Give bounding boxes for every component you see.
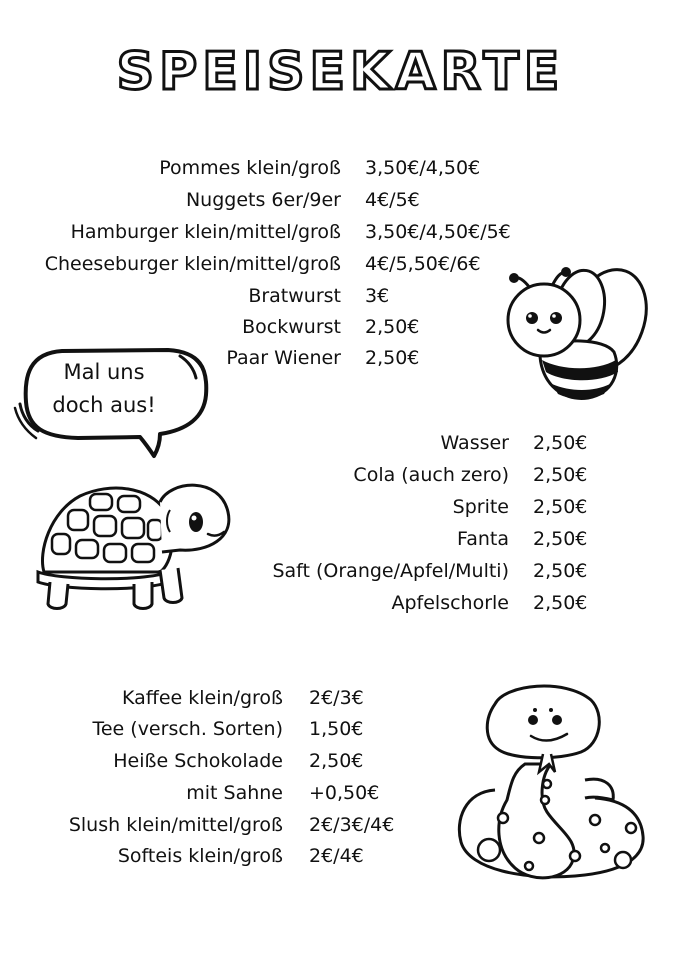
item-price: 2,50€ (533, 592, 588, 614)
item-price: 2€/3€ (309, 687, 364, 709)
item-price: 2,50€ (533, 464, 588, 486)
item-price: 3,50€/4,50€ (365, 157, 481, 179)
item-name: Slush klein/mittel/groß (68, 814, 283, 836)
list-item (0, 152, 681, 184)
list-item (0, 216, 681, 248)
item-name: Heiße Schokolade (113, 750, 283, 772)
item-price: 2,50€ (533, 560, 588, 582)
list-item (0, 184, 681, 216)
item-price: 2,50€ (365, 347, 420, 369)
item-name: Pommes klein/groß (159, 157, 341, 179)
item-price: +0,50€ (309, 782, 380, 804)
item-price: 2,50€ (533, 432, 588, 454)
item-price: 2,50€ (365, 316, 420, 338)
item-price: 2€/3€/4€ (309, 814, 395, 836)
item-name: Nuggets 6er/9er (185, 189, 341, 211)
turtle-icon (30, 472, 240, 617)
item-name: Saft (Orange/Apfel/Multi) (272, 560, 509, 582)
item-price: 2,50€ (309, 750, 364, 772)
item-price: 4€/5,50€/6€ (365, 253, 481, 275)
item-price: 3€ (365, 285, 390, 307)
item-price: 2€/4€ (309, 845, 364, 867)
item-name: Cola (auch zero) (353, 464, 509, 486)
item-name: Sprite (452, 496, 509, 518)
item-name: Apfelschorle (391, 592, 509, 614)
list-item (0, 427, 681, 459)
snake-icon (455, 680, 650, 890)
speech-bubble-line-1: Mal uns (63, 360, 145, 384)
item-name: Softeis klein/groß (117, 845, 283, 867)
item-name: Fanta (457, 528, 509, 550)
page-title: SPEISEKARTE (116, 42, 565, 102)
speech-bubble-line-2: doch aus! (52, 393, 156, 417)
bee-icon (500, 260, 660, 410)
item-name: mit Sahne (186, 782, 283, 804)
item-price: 2,50€ (533, 496, 588, 518)
item-price: 4€/5€ (365, 189, 420, 211)
item-name: Tee (versch. Sorten) (92, 718, 283, 740)
item-name: Bratwurst (248, 285, 341, 307)
item-name: Kaffee klein/groß (121, 687, 283, 709)
item-name: Paar Wiener (226, 347, 341, 369)
item-price: 3,50€/4,50€/5€ (365, 221, 511, 243)
item-name: Cheeseburger klein/mittel/groß (44, 253, 341, 275)
item-price: 2,50€ (533, 528, 588, 550)
item-name: Bockwurst (242, 316, 341, 338)
item-name: Wasser (440, 432, 509, 454)
item-price: 1,50€ (309, 718, 364, 740)
item-name: Hamburger klein/mittel/groß (70, 221, 341, 243)
